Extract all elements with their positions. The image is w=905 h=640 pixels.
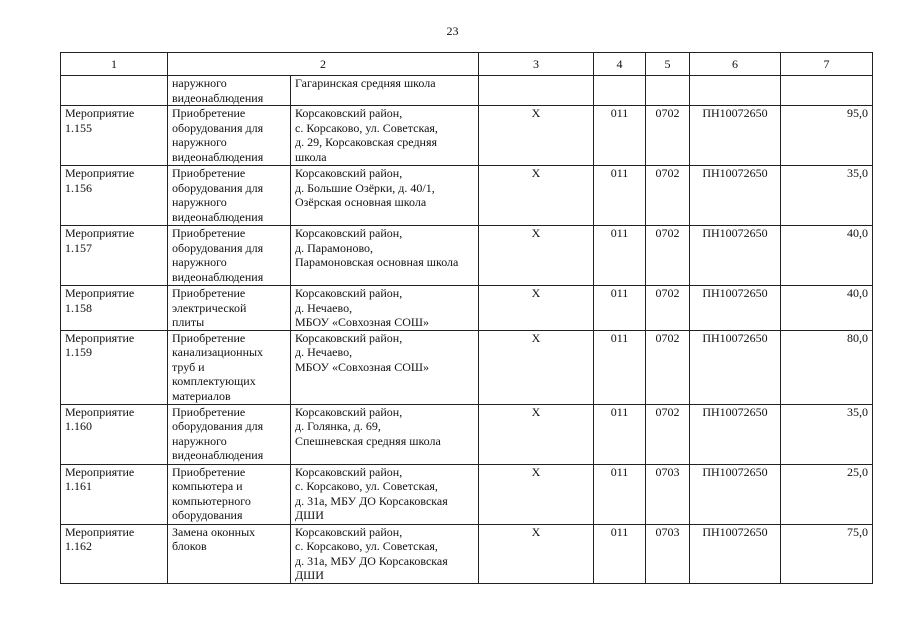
cell-col-6: ПН10072650 [690,286,781,331]
cell-item: Приобретение оборудования для наружного видеонаблюдения [168,166,291,226]
header-col-5: 5 [646,53,690,76]
cell-location: Корсаковский район, с. Корсаково, ул. Советская, д. 31а, МБУ ДО Корсаковская ДШИ [291,464,479,524]
cell-col-4: 011 [594,524,646,583]
cell-location: Корсаковский район, д. Нечаево, МБОУ «Совхозная СОШ» [291,286,479,331]
cell-location: Гагаринская средняя школа [291,76,479,106]
cell-item: наружного видеонаблюдения [168,76,291,106]
cell-col-3: Х [479,106,594,166]
cell-col-4: 011 [594,226,646,286]
cell-col-7: 25,0 [781,464,873,524]
cell-item: Приобретение оборудования для наружного видеонаблюдения [168,226,291,286]
cell-col-7: 40,0 [781,226,873,286]
cell-col-6: ПН10072650 [690,524,781,583]
table-row [61,166,873,226]
header-col-2: 2 [168,53,479,76]
cell-col-6: ПН10072650 [690,226,781,286]
cell-col-5: 0703 [646,524,690,583]
cell-col-7: 95,0 [781,106,873,166]
cell-col-6: ПН10072650 [690,330,781,404]
cell-item: Приобретение оборудования для наружного видеонаблюдения [168,404,291,464]
cell-item: Приобретение электрической плиты [168,286,291,331]
budget-table [60,52,873,584]
cell-col-7: 35,0 [781,404,873,464]
cell-location: Корсаковский район, д. Парамоново, Парамоновская основная школа [291,226,479,286]
cell-item: Приобретение оборудования для наружного видеонаблюдения [168,106,291,166]
cell-col-4: 011 [594,464,646,524]
cell-col-7: 80,0 [781,330,873,404]
header-col-7: 7 [781,53,873,76]
cell-location: Корсаковский район, д. Большие Озёрки, д. 40/1, Озёрская основная школа [291,166,479,226]
page-number: 23 [446,24,459,38]
cell-col-3: Х [479,166,594,226]
table-row [61,330,873,404]
cell-col-3: Х [479,226,594,286]
cell-col-7: 35,0 [781,166,873,226]
table-row [61,464,873,524]
cell-col-5 [646,76,690,106]
cell-col-3: Х [479,286,594,331]
cell-col-3: Х [479,524,594,583]
cell-col-5: 0703 [646,464,690,524]
cell-name: Мероприятие 1.158 [61,286,168,331]
cell-name: Мероприятие 1.157 [61,226,168,286]
cell-col-4: 011 [594,106,646,166]
cell-name: Мероприятие 1.155 [61,106,168,166]
cell-col-5: 0702 [646,286,690,331]
cell-col-4: 011 [594,330,646,404]
cell-name [61,76,168,106]
cell-col-4: 011 [594,286,646,331]
cell-name: Мероприятие 1.160 [61,404,168,464]
cell-col-5: 0702 [646,226,690,286]
cell-col-7: 75,0 [781,524,873,583]
cell-location: Корсаковский район, д. Нечаево, МБОУ «Совхозная СОШ» [291,330,479,404]
table-row [61,106,873,166]
continuation-row [61,76,873,106]
cell-col-6: ПН10072650 [690,106,781,166]
cell-col-3 [479,76,594,106]
header-col-6: 6 [690,53,781,76]
cell-name: Мероприятие 1.162 [61,524,168,583]
table-row [61,226,873,286]
cell-name: Мероприятие 1.156 [61,166,168,226]
cell-col-6: ПН10072650 [690,464,781,524]
cell-col-3: Х [479,404,594,464]
cell-col-5: 0702 [646,106,690,166]
header-col-1: 1 [61,53,168,76]
cell-col-4: 011 [594,404,646,464]
cell-location: Корсаковский район, с. Корсаково, ул. Советская, д. 29, Корсаковская средняя школа [291,106,479,166]
cell-col-4 [594,76,646,106]
cell-item: Приобретение канализационных труб и комплектующих материалов [168,330,291,404]
cell-col-5: 0702 [646,404,690,464]
header-row [61,53,873,76]
table-row [61,524,873,583]
cell-col-5: 0702 [646,166,690,226]
cell-item: Замена оконных блоков [168,524,291,583]
header-col-4: 4 [594,53,646,76]
cell-col-3: Х [479,464,594,524]
cell-col-5: 0702 [646,330,690,404]
cell-col-3: Х [479,330,594,404]
cell-col-6 [690,76,781,106]
table-row [61,404,873,464]
cell-col-6: ПН10072650 [690,404,781,464]
cell-col-7: 40,0 [781,286,873,331]
cell-location: Корсаковский район, с. Корсаково, ул. Советская, д. 31а, МБУ ДО Корсаковская ДШИ [291,524,479,583]
cell-location: Корсаковский район, д. Голянка, д. 69, Спешневская средняя школа [291,404,479,464]
cell-col-7 [781,76,873,106]
table-row [61,286,873,331]
cell-item: Приобретение компьютера и компьютерного оборудования [168,464,291,524]
cell-name: Мероприятие 1.159 [61,330,168,404]
header-col-3: 3 [479,53,594,76]
cell-col-4: 011 [594,166,646,226]
cell-name: Мероприятие 1.161 [61,464,168,524]
cell-col-6: ПН10072650 [690,166,781,226]
